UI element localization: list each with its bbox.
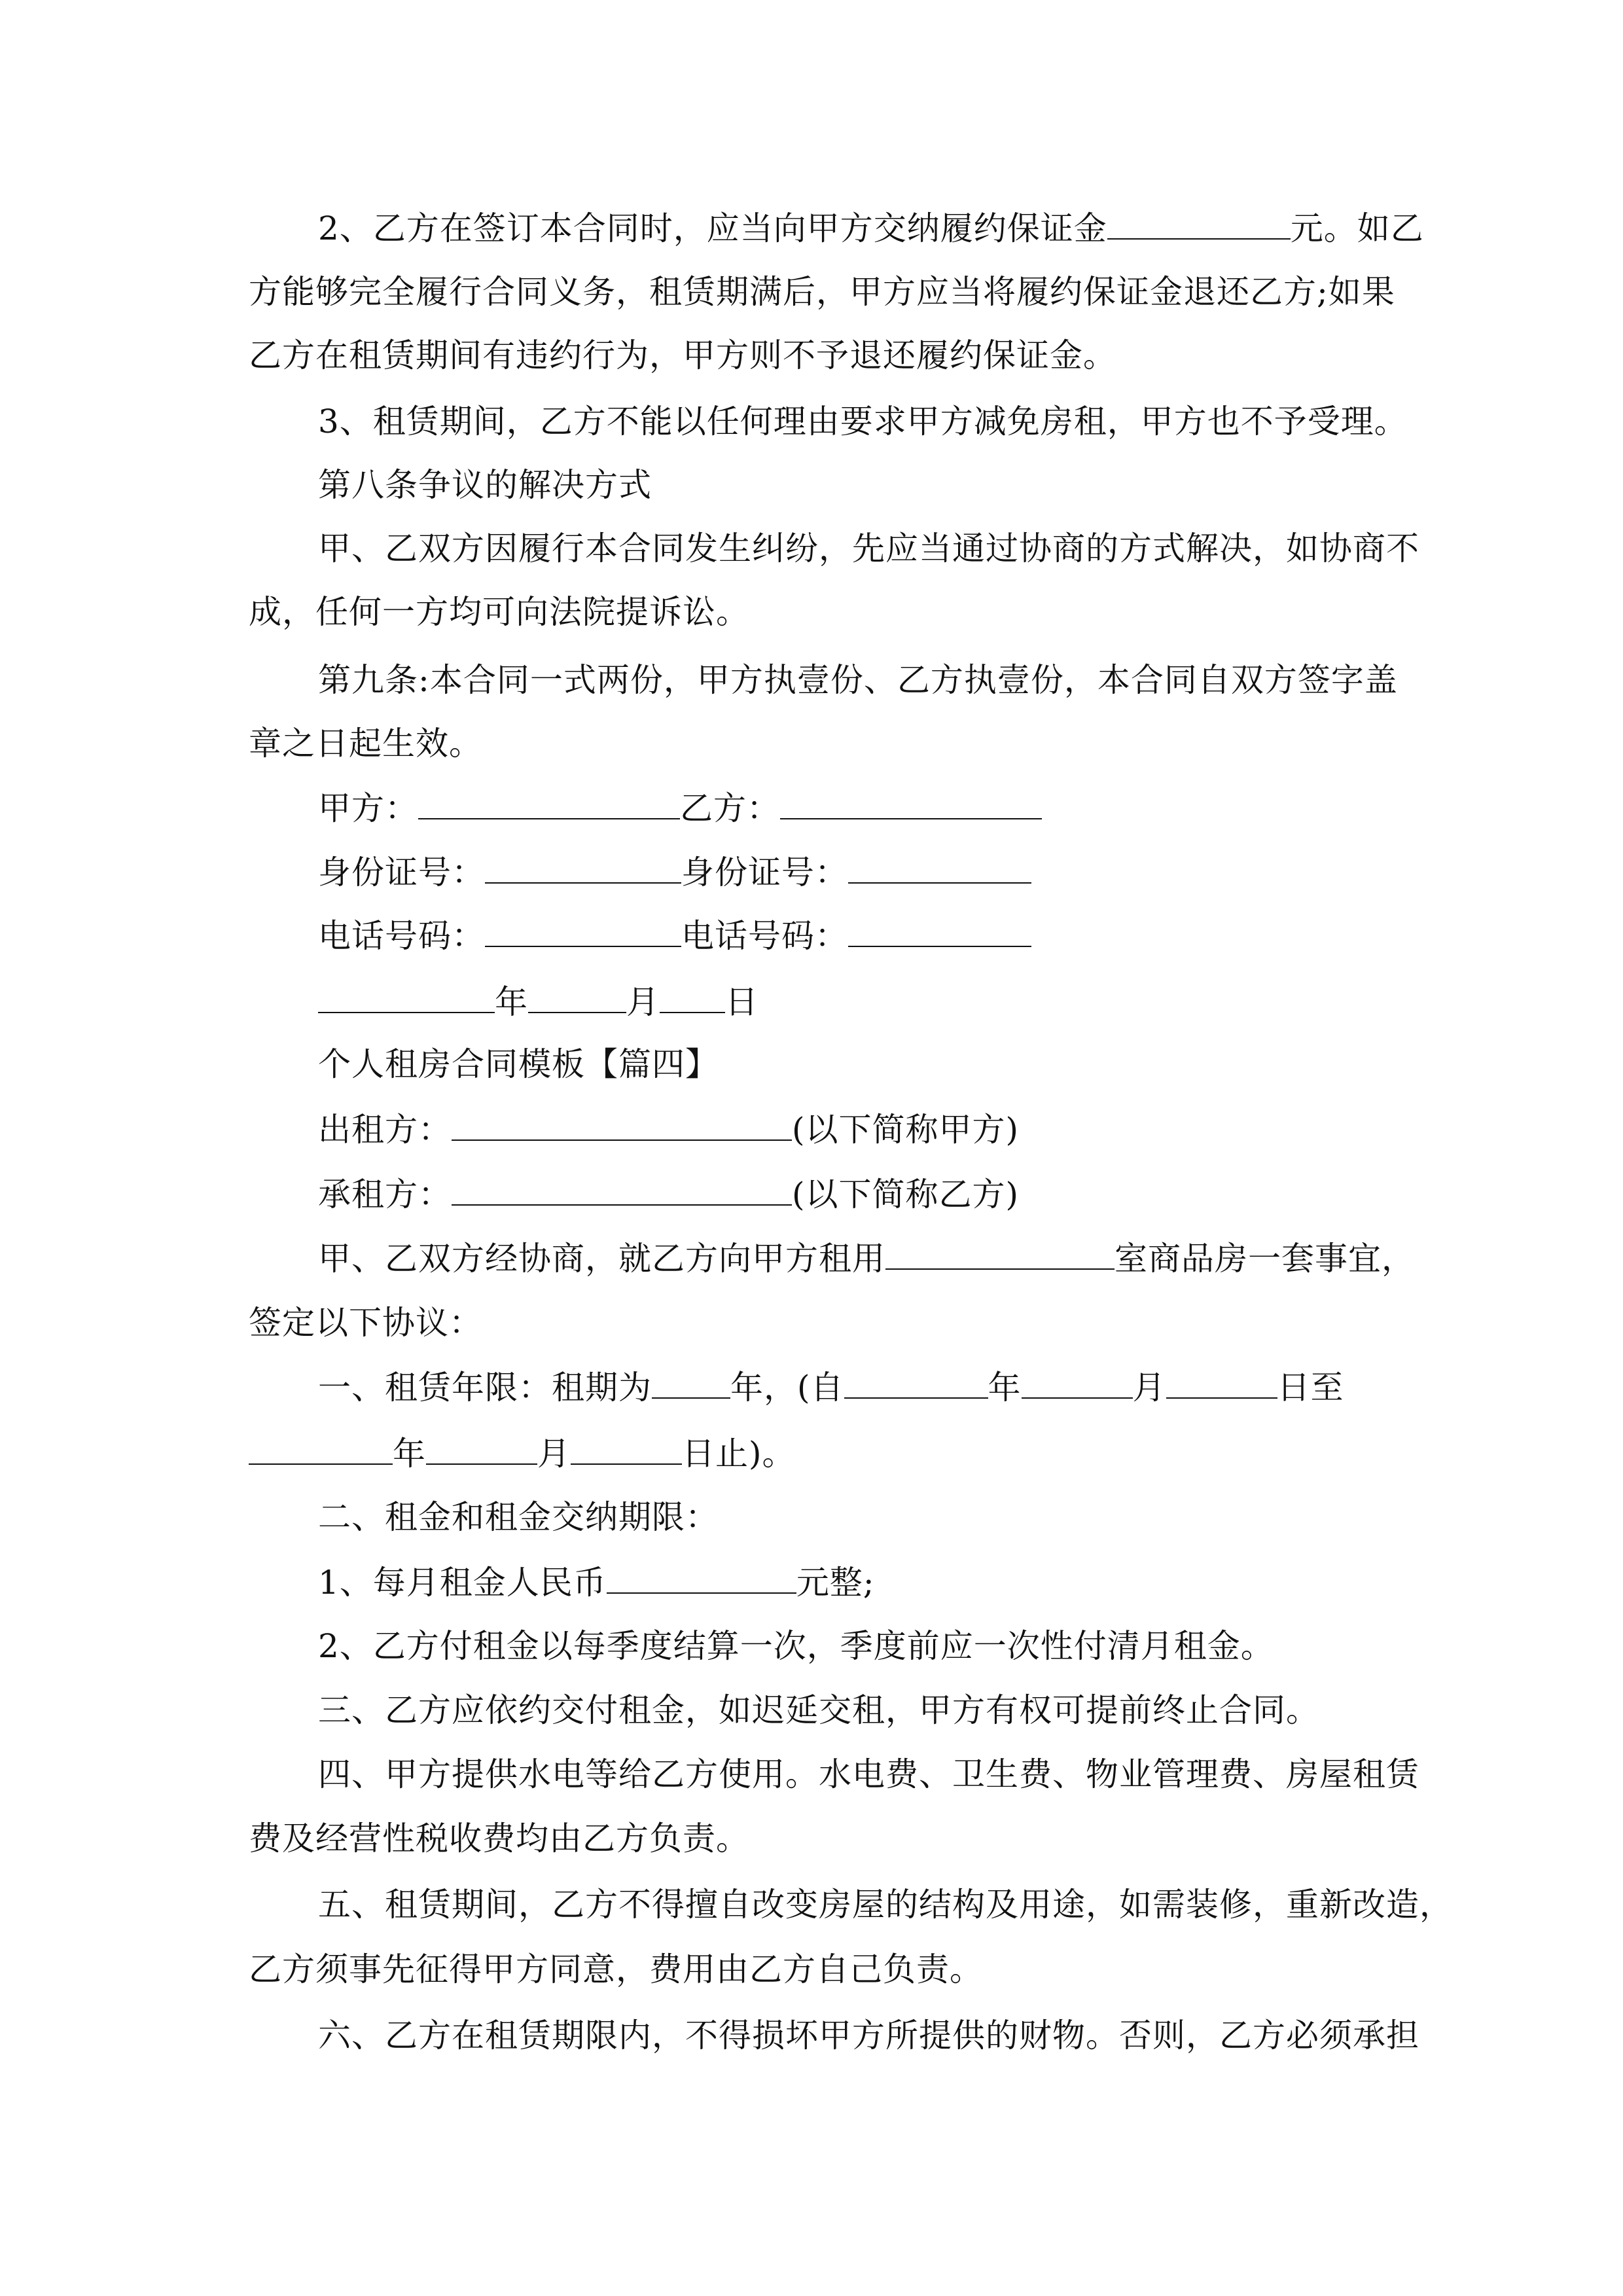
text: 日至 xyxy=(1277,1369,1344,1407)
text: 月 xyxy=(1132,1369,1166,1407)
text: 甲、乙双方经协商，就乙方向甲方租用 xyxy=(318,1240,885,1278)
rent-title: 二、租金和租金交纳期限： xyxy=(318,1498,719,1536)
lessor-blank[interactable] xyxy=(452,1109,792,1141)
end-month-blank[interactable] xyxy=(426,1433,537,1465)
text: 年 xyxy=(393,1435,426,1473)
lessor-row xyxy=(318,1109,1019,1149)
item4-line2: 费及经营性税收费均由乙方负责。 xyxy=(249,1820,749,1857)
clause7-item2-line3: 乙方在租赁期间有违约行为，甲方则不予退还履约保证金。 xyxy=(249,336,1116,374)
start-year-blank[interactable] xyxy=(844,1367,988,1399)
item6-line1: 六、乙方在租赁期限内，不得损坏甲方所提供的财物。否则，乙方必须承担 xyxy=(318,2017,1419,2054)
lessee-note: (以下简称乙方) xyxy=(792,1175,1020,1213)
text: 2、乙方在签订本合同时，应当向甲方交纳履约保证金 xyxy=(318,209,1107,247)
text: 日止)。 xyxy=(682,1435,796,1473)
text: 室商品房一套事宜， xyxy=(1115,1240,1415,1278)
signature-parties-row xyxy=(318,788,1042,828)
phone-label-a: 电话号码： xyxy=(318,917,485,955)
party-a-blank[interactable] xyxy=(418,788,680,819)
phone-label-b: 电话号码： xyxy=(681,917,848,955)
start-day-blank[interactable] xyxy=(1166,1367,1277,1399)
text: 年 xyxy=(988,1369,1022,1407)
text: 一、租赁年限：租期为 xyxy=(318,1369,652,1407)
party-b-label: 乙方： xyxy=(680,789,780,827)
signature-phone-row xyxy=(318,916,1031,956)
room-blank[interactable] xyxy=(885,1238,1115,1270)
id-b-blank[interactable] xyxy=(848,852,1031,884)
clause9-line2: 章之日起生效。 xyxy=(249,725,482,762)
text: 元。如乙 xyxy=(1290,209,1424,247)
id-a-blank[interactable] xyxy=(485,852,681,884)
text: 月 xyxy=(537,1435,571,1473)
day-blank[interactable] xyxy=(660,982,725,1013)
start-month-blank[interactable] xyxy=(1022,1367,1133,1399)
year-blank[interactable] xyxy=(318,982,495,1013)
signature-date-row xyxy=(318,982,758,1022)
phone-b-blank[interactable] xyxy=(848,916,1031,947)
section4-intro-line2: 签定以下协议： xyxy=(249,1304,482,1342)
clause8-body-line1: 甲、乙双方因履行本合同发生纠纷，先应当通过协商的方式解决，如协商不 xyxy=(318,529,1419,567)
item5-line1: 五、租赁期间，乙方不得擅自改变房屋的结构及用途，如需装修，重新改造， xyxy=(318,1886,1453,1924)
item3: 三、乙方应依约交付租金，如迟延交租，甲方有权可提前终止合同。 xyxy=(318,1691,1319,1729)
clause7-item3: 3、租赁期间，乙方不能以任何理由要求甲方减免房租，甲方也不予受理。 xyxy=(318,403,1408,440)
section4-title: 个人租房合同模板【篇四】 xyxy=(318,1045,719,1083)
lessor-label: 出租方： xyxy=(318,1111,452,1149)
id-label-b: 身份证号： xyxy=(681,853,848,891)
month-blank[interactable] xyxy=(528,982,626,1013)
term-years-blank[interactable] xyxy=(652,1367,730,1399)
lessee-label: 承租方： xyxy=(318,1175,452,1213)
item4-line1: 四、甲方提供水电等给乙方使用。水电费、卫生费、物业管理费、房屋租赁 xyxy=(318,1755,1419,1793)
clause8-title: 第八条争议的解决方式 xyxy=(318,466,652,504)
text: 1、每月租金人民币 xyxy=(318,1564,607,1602)
lessor-note: (以下简称甲方) xyxy=(792,1111,1020,1149)
end-year-blank[interactable] xyxy=(249,1433,393,1465)
party-b-blank[interactable] xyxy=(780,788,1042,819)
party-a-label: 甲方： xyxy=(318,789,418,827)
text: 年，(自 xyxy=(730,1369,844,1407)
phone-a-blank[interactable] xyxy=(485,916,681,947)
deposit-amount-blank[interactable] xyxy=(1107,208,1291,240)
clause7-item2-line2: 方能够完全履行合同义务，租赁期满后，甲方应当将履约保证金退还乙方;如果 xyxy=(249,273,1395,311)
clause8-body-line2: 成，任何一方均可向法院提诉讼。 xyxy=(249,593,749,631)
text: 元整; xyxy=(796,1564,875,1602)
section4-intro-line1 xyxy=(318,1238,1415,1278)
lessee-row xyxy=(318,1174,1019,1214)
clause9-line1: 第九条:本合同一式两份，甲方执壹份、乙方执壹份，本合同自双方签字盖 xyxy=(318,661,1398,699)
clause7-item2-line1 xyxy=(318,208,1424,248)
item5-line2: 乙方须事先征得甲方同意，费用由乙方自己负责。 xyxy=(249,1950,983,1988)
rent-item2: 2、乙方付租金以每季度结算一次，季度前应一次性付清月租金。 xyxy=(318,1627,1274,1665)
lease-term-line1 xyxy=(318,1367,1344,1407)
day-label: 日 xyxy=(725,983,758,1021)
lessee-blank[interactable] xyxy=(452,1174,792,1206)
end-day-blank[interactable] xyxy=(571,1433,682,1465)
signature-id-row xyxy=(318,852,1031,892)
id-label-a: 身份证号： xyxy=(318,853,485,891)
monthly-rent-blank[interactable] xyxy=(607,1562,796,1594)
month-label: 月 xyxy=(626,983,660,1021)
rent-item1 xyxy=(318,1562,875,1602)
year-label: 年 xyxy=(495,983,528,1021)
lease-term-line2 xyxy=(249,1433,796,1473)
